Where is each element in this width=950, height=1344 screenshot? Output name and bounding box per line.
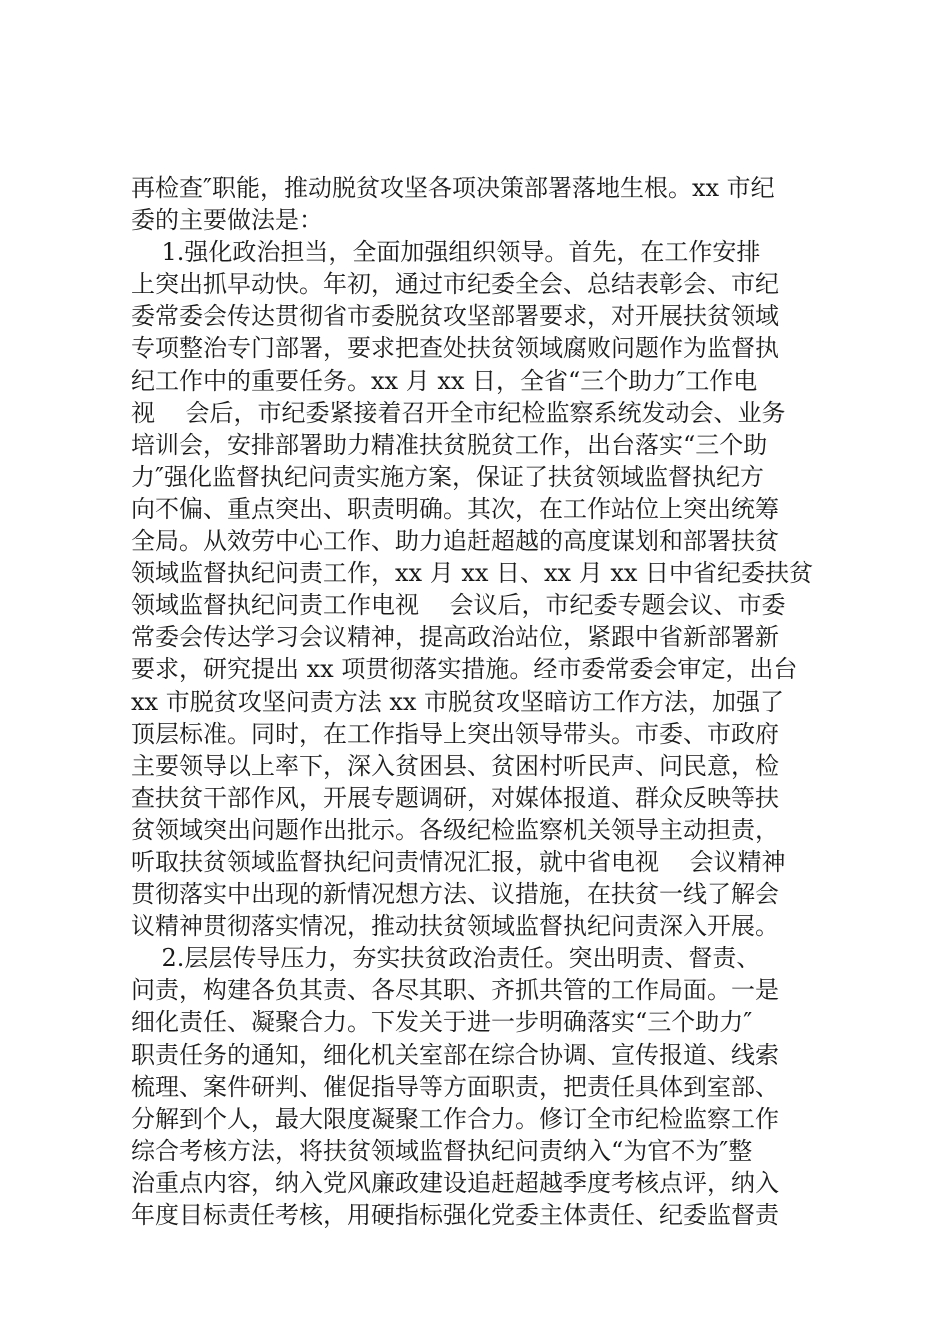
text-line-28: 职责任务的通知，细化机关室部在综合协调、宣传报道、线索 (131, 1040, 779, 1069)
text-line-32: 治重点内容，纳入党风廉政建设追赶超越季度考核点评，纳入 (131, 1168, 779, 1197)
text-line-3: 1.强化政治担当，全面加强组织领导。首先，在工作安排 (131, 238, 761, 267)
text-line-8: 视 会后，市纪委紧接着召开全市纪检监察系统发动会、业务 (131, 398, 786, 427)
body-text (131, 172, 831, 1231)
text-line-33: 年度目标责任考核，用硬指标强化党委主体责任、纪委监督责 (131, 1201, 779, 1229)
text-line-12: 全局。从效劳中心工作、助力追赶超越的高度谋划和部署扶贫 (131, 527, 779, 556)
text-line-20: 查扶贫干部作风，开展专题调研，对媒体报道、群众反映等扶 (131, 783, 779, 812)
text-line-26: 问责，构建各负其责、各尽其职、齐抓共管的工作局面。一是 (131, 976, 779, 1005)
text-line-22: 听取扶贫领域监督执纪问责情况汇报，就中省电视 会议精神 (131, 847, 786, 876)
text-line-15: 常委会传达学习会议精神，提高政治站位，紧跟中省新部署新 (131, 623, 779, 652)
text-line-25: 2.层层传导压力，夯实扶贫政治责任。突出明责、督责、 (131, 944, 761, 973)
text-line-14: 领域监督执纪问责工作电视 会议后，市纪委专题会议、市委 (131, 591, 786, 620)
text-line-19: 主要领导以上率下，深入贫困县、贫困村听民声、问民意，检 (131, 751, 779, 780)
text-line-24: 议精神贯彻落实情况，推动扶贫领域监督执纪问责深入开展。 (131, 912, 779, 941)
text-line-6: 专项整治专门部署，要求把查处扶贫领域腐败问题作为监督执 (131, 334, 779, 363)
text-line-7: 纪工作中的重要任务。xx 月 xx 日，全省“三个助力″工作电 (131, 366, 758, 395)
text-line-30: 分解到个人，最大限度凝聚工作合力。修订全市纪检监察工作 (131, 1104, 779, 1133)
text-line-17: xx 市脱贫攻坚问责方法 xx 市脱贫攻坚暗访工作方法，加强了 (131, 687, 785, 716)
text-line-31: 综合考核方法，将扶贫领域监督执纪问责纳入“为官不为″整 (131, 1136, 753, 1165)
text-line-4: 上突出抓早动快。年初，通过市纪委全会、总结表彰会、市纪 (131, 270, 779, 299)
text-line-29: 梳理、案件研判、催促指导等方面职责，把责任具体到室部、 (131, 1072, 779, 1101)
text-line-18: 顶层标准。同时，在工作指导上突出领导带头。市委、市政府 (131, 719, 779, 748)
text-line-23: 贯彻落实中出现的新情况想方法、议措施，在扶贫一线了解会 (131, 880, 779, 909)
text-line-9: 培训会，安排部署助力精准扶贫脱贫工作，出台落实“三个助 (131, 430, 768, 459)
text-line-1: 再检查″职能，推动脱贫攻坚各项决策部署落地生根。xx 市纪 (131, 174, 775, 202)
text-line-16: 要求，研究提出 xx 项贯彻落实措施。经市委常委会审定，出台 (131, 655, 798, 684)
text-line-5: 委常委会传达贯彻省市委脱贫攻坚部署要求，对开展扶贫领域 (131, 302, 779, 331)
text-line-2: 委的主要做法是： (131, 206, 323, 235)
text-line-27: 细化责任、凝聚合力。下发关于进一步明确落实“三个助力″ (131, 1008, 753, 1037)
text-line-10: 力″强化监督执纪问责实施方案，保证了扶贫领域监督执纪方 (131, 462, 764, 491)
text-line-11: 向不偏、重点突出、职责明确。其次，在工作站位上突出统筹 (131, 494, 779, 523)
text-line-21: 贫领域突出问题作出批示。各级纪检监察机关领导主动担责， (131, 815, 779, 844)
text-line-13: 领域监督执纪问责工作，xx 月 xx 日、xx 月 xx 日中省纪委扶贫 (131, 559, 814, 588)
